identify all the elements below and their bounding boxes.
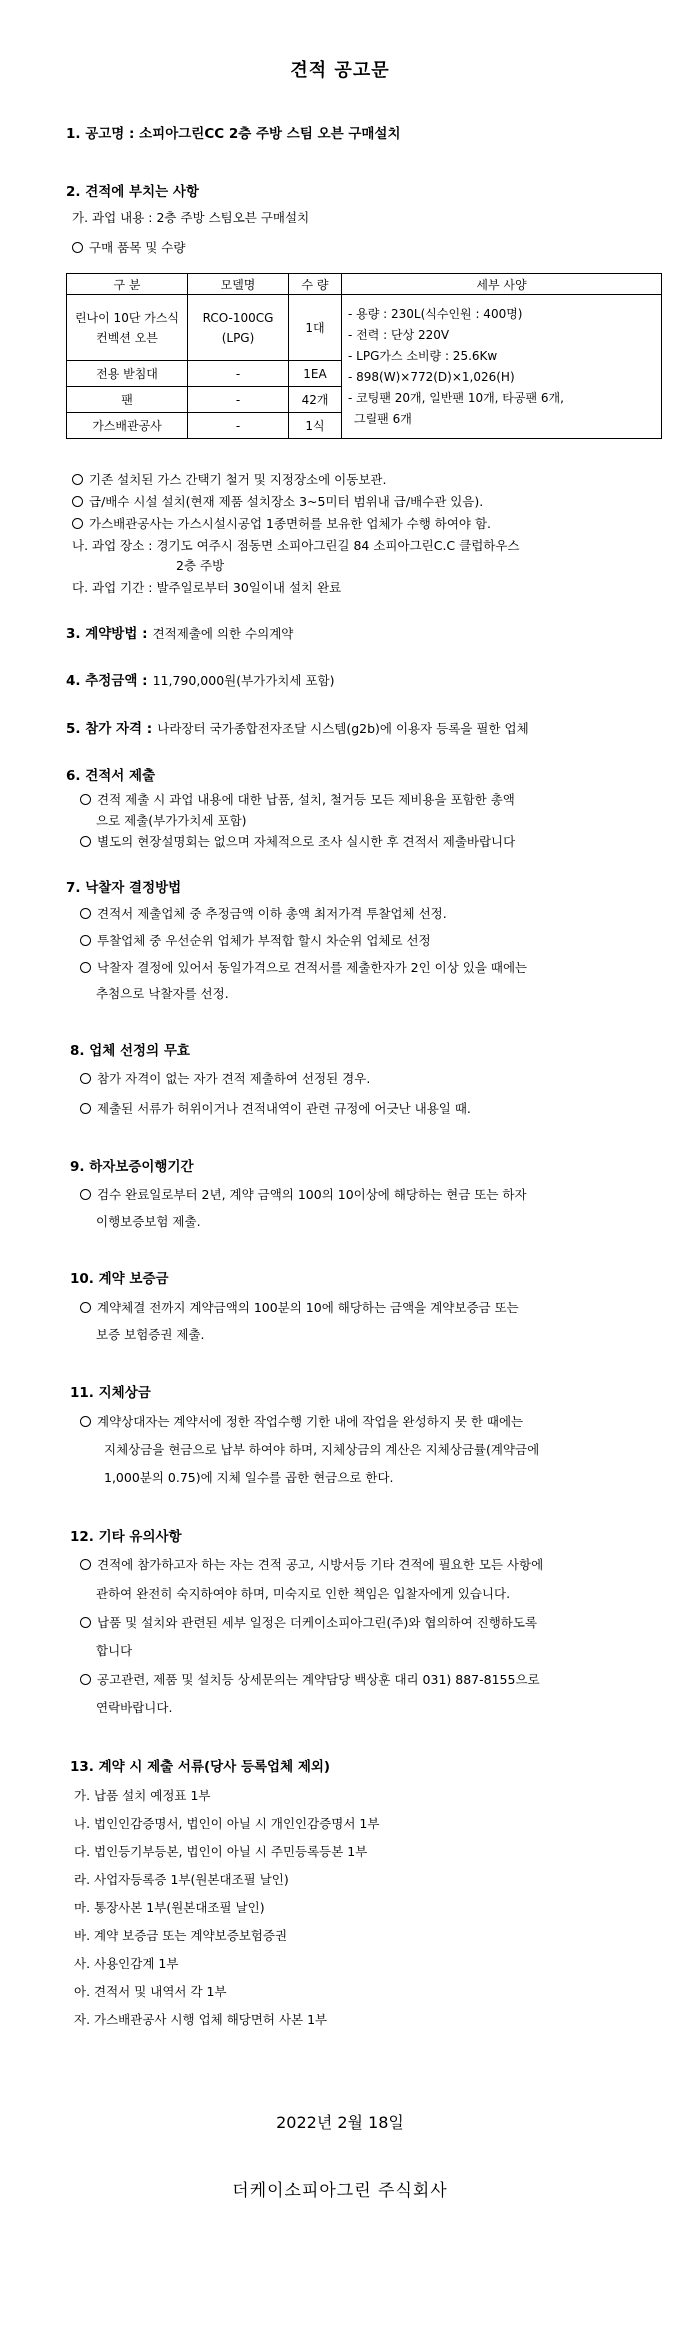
section-13-item: 아. 견적서 및 내역서 각 1부	[74, 1984, 227, 1999]
section-10-heading: 10. 계약 보증금	[70, 1271, 169, 1287]
section-7-item: 투찰업체 중 우선순위 업체가 부적합 할시 차순위 업체로 선정	[80, 931, 431, 949]
circle-bullet-icon	[72, 242, 83, 253]
section-6-item-cont: 으로 제출(부가가치세 포함)	[96, 813, 247, 828]
table-cell: 1대	[289, 295, 342, 361]
section-13-item: 자. 가스배관공사 시행 업체 해당면허 사본 1부	[74, 2012, 328, 2027]
section-2-items-label: 구매 품목 및 수량	[72, 238, 185, 256]
table-cell: 1EA	[289, 361, 342, 387]
section-2-location: 나. 과업 장소 : 경기도 여주시 점동면 소피아그린길 84 소피아그린C.C 클럽하우스	[72, 538, 520, 553]
circle-bullet-icon	[80, 1559, 91, 1570]
section-2-note: 기존 설치된 가스 간택기 철거 및 지정장소에 이동보관.	[72, 470, 386, 488]
document-date: 2022년 2월 18일	[276, 2113, 404, 2132]
section-11-item: 계약상대자는 계약서에 정한 작업수행 기한 내에 작업을 완성하지 못 한 때에는	[80, 1412, 523, 1430]
section-10-item-cont: 보증 보험증권 제출.	[96, 1327, 205, 1342]
table-cell: RCO-100CG (LPG)	[188, 295, 289, 361]
table-header: 구 분	[67, 274, 188, 295]
section-13-item: 라. 사업자등록증 1부(원본대조필 날인)	[74, 1872, 289, 1887]
section-12-item: 견적에 참가하고자 하는 자는 견적 공고, 시방서등 기타 견적에 필요한 모든 사항에	[80, 1555, 543, 1573]
circle-bullet-icon	[80, 794, 91, 805]
section-7-item-cont: 추첨으로 낙찰자를 선정.	[96, 986, 229, 1001]
section-12-item-cont: 연락바랍니다.	[96, 1700, 173, 1715]
section-8-item: 참가 자격이 없는 자가 견적 제출하여 선정된 경우.	[80, 1069, 370, 1087]
section-6-item: 견적 제출 시 과업 내용에 대한 납품, 설치, 철거등 모든 제비용을 포함한 총액	[80, 790, 515, 808]
table-header: 세부 사양	[342, 274, 662, 295]
section-4: 4. 추정금액 : 11,790,000원(부가가치세 포함)	[66, 673, 335, 689]
section-11-item-cont: 지체상금을 현금으로 납부 하여야 하며, 지체상금의 계산은 지체상금률(계약금에	[104, 1442, 540, 1457]
circle-bullet-icon	[80, 1189, 91, 1200]
section-7-item: 견적서 제출업체 중 추정금액 이하 총액 최저가격 투찰업체 선정.	[80, 904, 447, 922]
table-cell: 1식	[289, 413, 342, 439]
section-2-location-cont: 2층 주방	[176, 558, 225, 573]
circle-bullet-icon	[80, 908, 91, 919]
section-13-item: 마. 통장사본 1부(원본대조필 날인)	[74, 1900, 265, 1915]
section-7-item: 낙찰자 결정에 있어서 동일가격으로 견적서를 제출한자가 2인 이상 있을 때에는	[80, 958, 527, 976]
section-2-heading: 2. 견적에 부치는 사항	[66, 184, 199, 200]
section-12-item: 공고관련, 제품 및 설치등 상세문의는 계약담당 백상훈 대리 031) 887-8155으로	[80, 1670, 540, 1688]
circle-bullet-icon	[80, 836, 91, 847]
section-6-heading: 6. 견적서 제출	[66, 768, 156, 784]
table-header: 수 량	[289, 274, 342, 295]
circle-bullet-icon	[72, 496, 83, 507]
section-11-heading: 11. 지체상금	[70, 1385, 151, 1401]
section-12-heading: 12. 기타 유의사항	[70, 1529, 182, 1545]
table-cell: 린나이 10단 가스식 컨벡션 오븐	[67, 295, 188, 361]
circle-bullet-icon	[80, 1416, 91, 1427]
section-9-item: 검수 완료일로부터 2년, 계약 금액의 100의 10이상에 해당하는 현금 또는 하자	[80, 1185, 527, 1203]
section-6-item: 별도의 현장설명회는 없으며 자체적으로 조사 실시한 후 견적서 제출바랍니다	[80, 832, 515, 850]
table-row	[67, 295, 662, 361]
section-13-item: 사. 사용인감계 1부	[74, 1956, 179, 1971]
section-2-note: 가스배관공사는 가스시설시공업 1종면허를 보유한 업체가 수행 하여야 함.	[72, 514, 491, 532]
circle-bullet-icon	[80, 962, 91, 973]
company-name: 더케이소피아그린 주식회사	[232, 2181, 448, 2201]
section-12-item-cont: 관하여 완전히 숙지하여야 하며, 미숙지로 인한 책임은 입찰자에게 있습니다.	[96, 1586, 511, 1601]
table-cell: -	[188, 387, 289, 413]
section-9-item-cont: 이행보증보험 제출.	[96, 1214, 201, 1229]
section-10-item: 계약체결 전까지 계약금액의 100분의 10에 해당하는 금액을 계약보증금 또는	[80, 1298, 519, 1316]
section-5: 5. 참가 자격 : 나라장터 국가종합전자조달 시스템(g2b)에 이용자 등록을 필한 업체	[66, 721, 529, 737]
section-2-task: 가. 과업 내용 : 2층 주방 스팀오븐 구매설치	[72, 210, 310, 225]
section-11-item-cont: 1,000분의 0.75)에 지체 일수를 곱한 현금으로 한다.	[104, 1470, 394, 1485]
section-3: 3. 계약방법 : 견적제출에 의한 수의계약	[66, 626, 294, 642]
table-header-row	[67, 274, 662, 295]
section-1-heading: 1. 공고명 : 소피아그린CC 2층 주방 스팀 오븐 구매설치	[66, 126, 401, 142]
table-header: 모델명	[188, 274, 289, 295]
section-7-heading: 7. 낙찰자 결정방법	[66, 880, 182, 896]
section-12-item: 납품 및 설치와 관련된 세부 일정은 더케이소피아그린(주)와 협의하여 진행하도록	[80, 1613, 537, 1631]
section-2-note: 급/배수 시설 설치(현재 제품 설치장소 3~5미터 범위내 급/배수관 있음).	[72, 492, 483, 510]
circle-bullet-icon	[80, 1103, 91, 1114]
circle-bullet-icon	[72, 518, 83, 529]
circle-bullet-icon	[80, 1674, 91, 1685]
table-cell: 전용 받침대	[67, 361, 188, 387]
table-cell: 팬	[67, 387, 188, 413]
section-8-heading: 8. 업체 선정의 무효	[70, 1043, 190, 1059]
section-2-period: 다. 과업 기간 : 발주일로부터 30일이내 설치 완료	[72, 580, 342, 595]
section-12-item-cont: 합니다	[96, 1643, 133, 1658]
table-cell: -	[188, 361, 289, 387]
circle-bullet-icon	[72, 474, 83, 485]
section-13-item: 바. 계약 보증금 또는 계약보증보험증권	[74, 1928, 288, 1943]
table-cell: 가스배관공사	[67, 413, 188, 439]
section-13-heading: 13. 계약 시 제출 서류(당사 등록업체 제외)	[70, 1759, 331, 1775]
section-9-heading: 9. 하자보증이행기간	[70, 1159, 194, 1175]
section-13-item: 가. 납품 설치 예정표 1부	[74, 1788, 211, 1803]
circle-bullet-icon	[80, 935, 91, 946]
document-title: 견적 공고문	[290, 60, 390, 81]
spec-cell: - 용량 : 230L(식수인원 : 400명) - 전력 : 단상 220V - LPG가스 소비량 : 25.6Kw - 898(W)×772(D)×1,026(H) - 코팅팬 20개, 일반팬 10개, 타공팬 6개, 그릴팬 6개	[342, 295, 662, 439]
section-13-item: 나. 법인인감증명서, 법인이 아닐 시 개인인감증명서 1부	[74, 1816, 380, 1831]
table-cell: 42개	[289, 387, 342, 413]
circle-bullet-icon	[80, 1617, 91, 1628]
section-8-item: 제출된 서류가 허위이거나 견적내역이 관련 규정에 어긋난 내용일 때.	[80, 1099, 471, 1117]
items-table	[66, 273, 662, 439]
table-cell: -	[188, 413, 289, 439]
section-13-item: 다. 법인등기부등본, 법인이 아닐 시 주민등록등본 1부	[74, 1844, 368, 1859]
circle-bullet-icon	[80, 1073, 91, 1084]
circle-bullet-icon	[80, 1302, 91, 1313]
